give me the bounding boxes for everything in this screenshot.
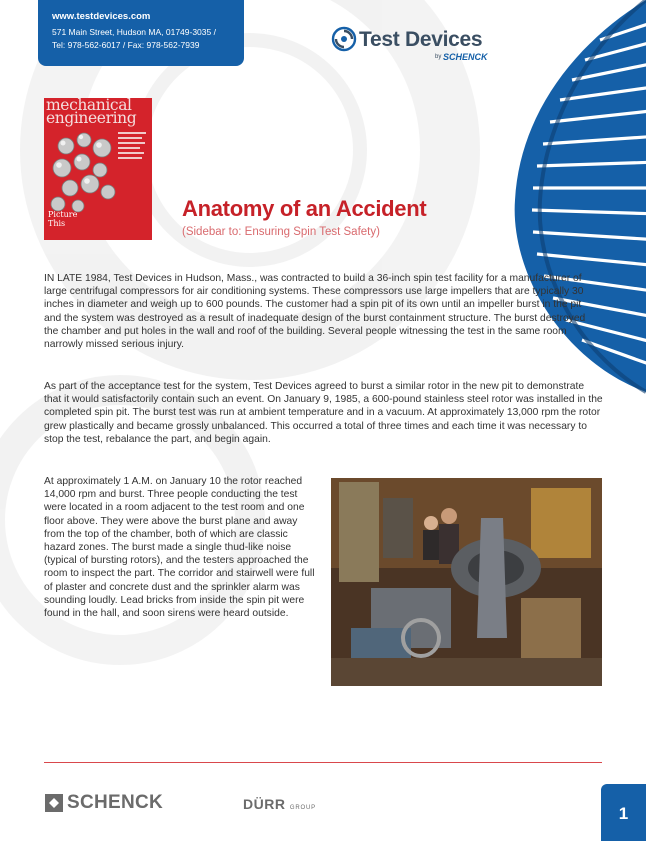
paragraph-1: IN LATE 1984, Test Devices in Hudson, Mass., was contracted to build a 36-inch spin test facility for a manufacturer of large centrifugal compressors for air conditioning systems. These compressors use large impellers that are typically 30 inches in diameter and weigh up to 600 pounds. The customer had a spin pit of its own until an impeller burst in the pit and the system was destroyed as a result of inadequate design of the burst containment structure. The burst destroyed the chamber and put holes in the wall and roof of the building. Several people witnessing the test in the same room narrowly missed serious injury. (44, 273, 586, 351)
paragraph-2: As part of the acceptance test for the system, Test Devices agreed to burst a similar rotor in the new pit to demonstrate that it would satisfactorily contain such an event. On January 9, 1985, a 600-pound stainless steel rotor was installed in the completed spin pit. The burst test was run at ambient temperature and in a vacuum. At approximately 13,000 rpm the rotor grew plastically and became grossly unbalanced. This occurred a total of three times and each time it was necessary to stop the test, rebalance the part, and begin again. (44, 381, 603, 445)
paragraph-3: At approximately 1 A.M. on January 10 the rotor reached 14,000 rpm and burst. Three people conducting the test were located in a room adjacent to the test room and one floor above. They were above the burst plane and away from the top of the chamber, both of which are classic hazard zones. The burst made a single thud-like noise (typical of bursting rotors), and the testers approached the room to inspect the part. The corridor and stairwell were full of plaster and concrete dust and the sprinkler alarm was sounding loudly. Lead bricks from inside the spin pit were found in the hall, and soon sirens were heard outside. (44, 476, 315, 620)
test-devices-logo[interactable] (331, 26, 503, 70)
page-number: 1 (601, 784, 646, 841)
website-link[interactable]: www.testdevices.com (52, 11, 151, 22)
schenck-logo-text: SCHENCK (67, 792, 164, 813)
address-text: 571 Main Street, Hudson MA, 01749-3035 / (52, 27, 216, 37)
cover-caption1: Picture (48, 210, 78, 219)
contact-box (38, 0, 244, 66)
logo-name: Test Devices (359, 28, 483, 51)
schenck-mark-icon (45, 794, 63, 812)
durr-logo-text: DÜRR (243, 796, 286, 812)
durr-logo[interactable] (243, 796, 316, 814)
cover-title-line2: engineering (46, 109, 137, 127)
magazine-cover-image (44, 98, 152, 240)
cover-caption2: This (48, 219, 66, 228)
logo-brand: SCHENCK (443, 52, 488, 62)
article-subtitle: (Sidebar to: Ensuring Spin Test Safety) (182, 226, 380, 238)
article-title: Anatomy of an Accident (182, 196, 427, 221)
durr-group-text: GROUP (289, 805, 316, 811)
logo-by: by (435, 54, 442, 60)
cover-title-line1: mechanical (46, 98, 132, 114)
accident-scene-photo (331, 478, 602, 686)
phone-fax-text: Tel: 978-562-6017 / Fax: 978-562-7939 (52, 40, 200, 50)
test-devices-swirl-icon (331, 26, 357, 52)
footer-divider (44, 762, 602, 763)
